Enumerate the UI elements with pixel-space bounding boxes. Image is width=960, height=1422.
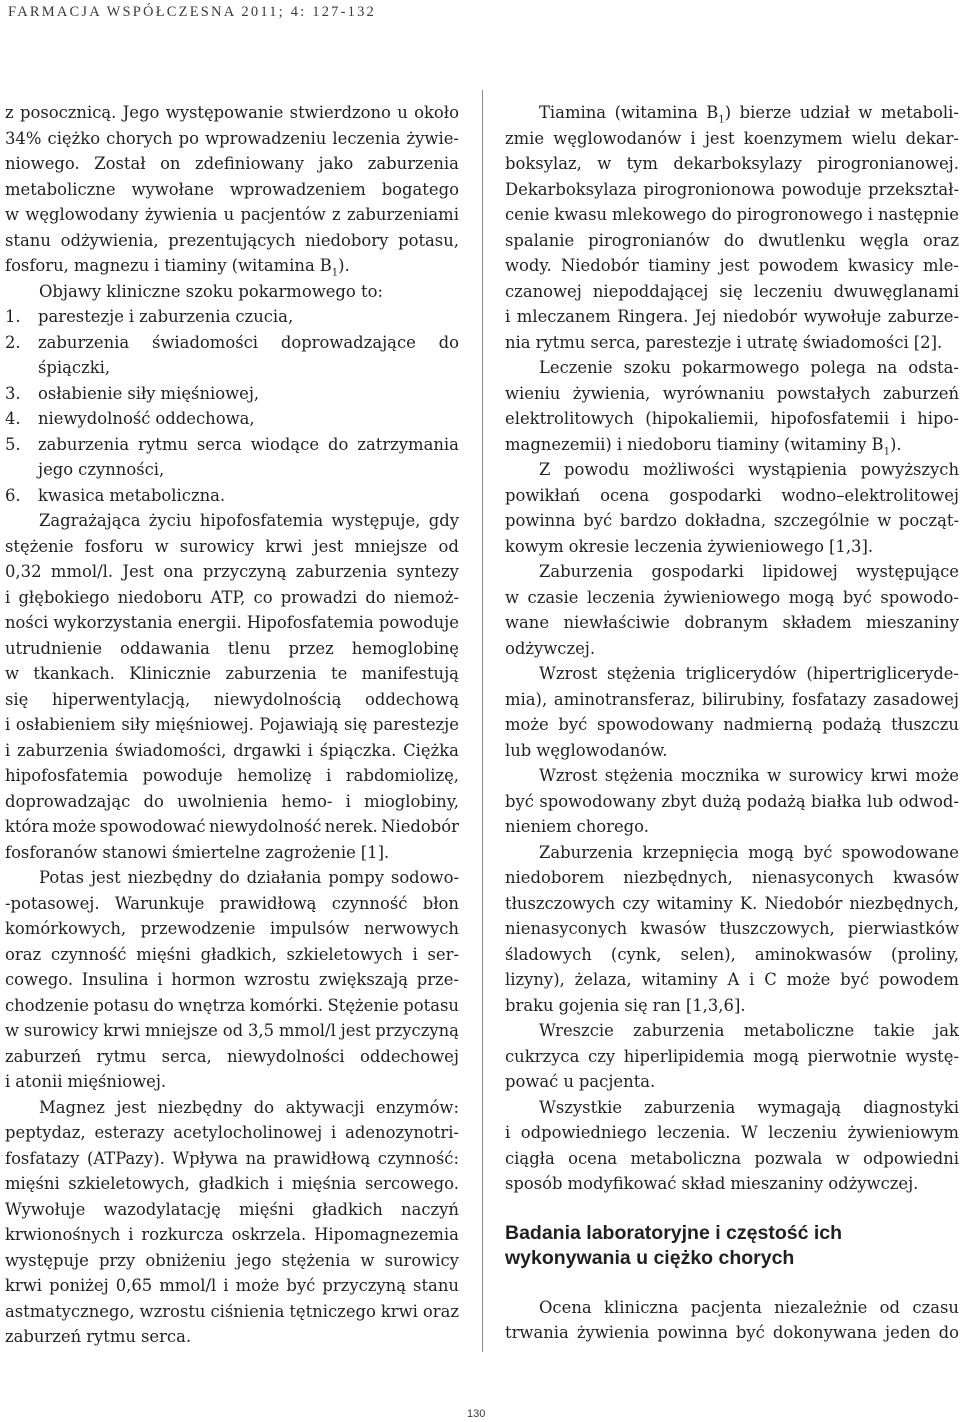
text-line: krwionośnych i rozkurcza oskrzela. Hipomagnezemia (5, 1225, 459, 1244)
text-line: zmie węglowodanów i jest koenzymem wielu dekar- (505, 128, 959, 148)
paragraph (5, 100, 459, 279)
running-header (8, 4, 376, 21)
list-number: 2. (5, 332, 21, 352)
text-line: fosfatazy (ATPazy). Wpływa na prawidłową czynność: (5, 1148, 459, 1168)
text-line: niowego. Został on zdefiniowany jako zaburzenia (5, 154, 459, 173)
text-line: elektrolitowych (hipokaliemii, hipofosfatemii i hipo- (505, 409, 959, 428)
list-item-line: 6. kwasica metaboliczna. (5, 483, 459, 509)
text-line: 34% ciężko chorych po wprowadzeniu leczenia żywie- (5, 128, 459, 148)
text-line: i atonii mięśniowej. (5, 1072, 167, 1091)
text-line: hipofosfatemia powoduje hemolizę i rabdomiolizę, (5, 766, 459, 785)
list-item-line: 4. niewydolność oddechowa, (5, 406, 459, 432)
text-line: spalanie pirogronianów do dwutlenku węgla oraz (505, 230, 959, 250)
list-item-line: 1. parestezje i zaburzenia czucia, (5, 304, 459, 330)
text-line: i mleczanem Ringera. Jej niedobór wywołuje zaburze- (505, 307, 959, 326)
list-number: 3. (5, 383, 21, 403)
text-line: lizyny), żelaza, witaminy A i C może być powodem (505, 970, 959, 989)
text-line: Magnez jest niezbędny do aktywacji enzymów: (39, 1097, 459, 1117)
right-column (505, 100, 959, 1346)
paragraph (505, 355, 959, 457)
text-line: Dekarboksylaza pirogronionowa powoduje przekształ- (505, 179, 959, 199)
text-line: czanowej niepoddającej się leczeniu dwuwęglanami (505, 281, 959, 301)
paragraph (505, 1095, 959, 1197)
text-line: Wreszcie zaburzenia metaboliczne takie jak (539, 1021, 959, 1040)
text-line: braku gojenia się ran [1,3,6]. (505, 995, 746, 1015)
text-line: zaburzeń rytmu serca, niewydolności oddechowej (5, 1046, 459, 1066)
text-line: w czasie leczenia żywieniowego mogą być spowodo- (505, 587, 959, 607)
text-line: cowego. Insulina i hormon wzrostu zwiększają prze- (5, 970, 459, 989)
left-column (5, 100, 459, 1350)
journal-name: FARMACJA WSPÓŁCZESNA (8, 4, 236, 20)
text-line: trwania żywienia powinna być dokonywana jeden do (505, 1323, 959, 1342)
paragraph (505, 559, 959, 661)
list-number: 1. (5, 307, 21, 326)
paragraph (505, 1018, 959, 1095)
text-line: cukrzyca czy hiperlipidemia mogą pierwotnie wystę- (505, 1046, 959, 1066)
text-line: kowym okresie leczenia żywieniowego [1,3]. (505, 536, 874, 556)
text-line: która może spowodować niewydolność nerek. Niedobór (5, 817, 459, 836)
text-line: Ocena kliniczna pacjenta niezależnie od czasu (539, 1297, 959, 1317)
text-line: peptydaz, esterazy acetylocholinowej i adenozynotri- (5, 1123, 459, 1142)
text-line: Leczenie szoku pokarmowego polega na odsta- (539, 358, 959, 377)
text-line: boksylaz, w tym dekarboksylazy pirogronianowej. (505, 154, 959, 173)
text-line: nieniem chorego. (505, 817, 649, 836)
text-line: ciągła ocena metaboliczna pozwala w odpowiedni (505, 1148, 959, 1168)
text-line: wane niewłaściwie dobranym składem mieszaniny (505, 613, 959, 632)
symptoms-list (5, 304, 459, 508)
text-line: być spowodowany zbyt dużą podażą białka lub odwod- (505, 791, 959, 811)
column-divider (482, 90, 483, 1352)
text-line: komórkowych, przewodzenie impulsów nerwowych (5, 919, 459, 938)
list-number: 4. (5, 409, 21, 428)
paragraph (5, 508, 459, 865)
list-item-line: jego czynności, (38, 460, 165, 479)
text-line: i głębokiego niedoboru ATP, co prowadzi do niemoż- (5, 587, 459, 607)
text-line: powikłań ocena gospodarki wodno–elektrolitowej (505, 485, 959, 505)
text-line: sposób modyfikować skład mieszaniny odżywczej. (505, 1174, 919, 1193)
text-line: doprowadzając do uwolnienia hemo- i mioglobiny, (5, 791, 459, 811)
list-item-line: 2. zaburzenia świadomości doprowadzające do (5, 330, 459, 356)
text-line: Zaburzenia gospodarki lipidowej występujące (539, 562, 959, 581)
text-line: 0,32 mmol/l. Jest ona przyczyną zaburzenia syntezy (5, 562, 459, 581)
text-line: w tkankach. Klinicznie zaburzenia te manifestują (5, 664, 459, 683)
list-item-line: 3. osłabienie siły mięśniowej, (5, 381, 459, 407)
text-line: i odpowiedniego leczenia. W leczeniu żywieniowym (505, 1123, 959, 1142)
text-line: Zagrażająca życiu hipofosfatemia występuje, gdy (39, 511, 459, 530)
text-line: może być spowodowany nadmierną podażą tłuszczu (505, 715, 959, 734)
text-line: mięśni szkieletowych, gładkich i mięśnia sercowego. (5, 1174, 459, 1193)
text-line: -potasowej. Warunkuje prawidłową czynność błon (5, 893, 459, 913)
text-line: fosforanów stanowi śmiertelne zagrożenie [1]. (5, 842, 390, 862)
text-line: Wszystkie zaburzenia wymagają diagnostyki (539, 1097, 959, 1117)
text-line: Wzrost stężenia mocznika w surowicy krwi może (539, 766, 959, 785)
text-line: Zaburzenia krzepnięcia mogą być spowodowane (539, 842, 959, 862)
symptoms-intro: Objawy kliniczne szoku pokarmowego to: (39, 281, 383, 301)
text-line: śladowych (cynk, selen), aminokwasów (proliny, (505, 944, 959, 964)
paragraph (5, 1095, 459, 1350)
text-line: Wzrost stężenia triglicerydów (hipertriglicerydе- (539, 664, 959, 683)
paragraph (505, 1295, 959, 1346)
paragraph (505, 457, 959, 559)
list-number: 6. (5, 485, 21, 505)
text-line: Tiamina (witamina $B_1$) bierze udział w metaboli- (539, 103, 959, 126)
text-line: odżywczej. (505, 638, 596, 658)
journal-citation: 2011; 4: 127-132 (241, 4, 376, 20)
text-line: lub węglowodanów. (505, 740, 668, 760)
text-line: nienasyconych kwasów tłuszczowych, pierwiastków (505, 919, 959, 938)
text-line: stanu odżywienia, prezentujących niedobory potasu, (5, 230, 459, 250)
text-line: astmatycznego, wzrostu ciśnienia tętniczego krwi oraz (5, 1301, 459, 1321)
text-line: wody. Niedobór tiaminy jest powodem kwasicy mle- (505, 256, 959, 275)
list-item-line: śpiączki, (38, 358, 111, 377)
text-line: Wywołuje wazodylatację mięśni gładkich naczyń (5, 1199, 459, 1219)
list-item-line: 5. zaburzenia rytmu serca wiodące do zatrzymania (5, 432, 459, 458)
text-line: pować u pacjenta. (505, 1072, 656, 1091)
text-line: oraz czynność mięśni gładkich, szkieletowych i ser- (5, 944, 459, 964)
paragraph (505, 661, 959, 763)
text-line: utrudnienie oddawania tlenu przez hemoglobinę (5, 638, 459, 658)
text-line: w węglowodany żywienia u pacjentów z zaburzeniami (5, 205, 459, 224)
text-line: się hiperwentylacją, niewydolnością oddechową (5, 689, 459, 709)
text-line: fosforu, magnezu i tiaminy (witamina $B_1$). (5, 256, 350, 279)
text-line: krwi poniżej 0,65 mmol/l i może być przyczyną stanu (5, 1276, 459, 1295)
text-line: Potas jest niezbędny do działania pompy sodowo- (39, 868, 459, 887)
text-line: tłuszczowych czy witaminy K. Niedobór niezbędnych, (505, 893, 959, 913)
text-line: niedoborem niezbędnych, nienasyconych kwasów (505, 868, 959, 887)
paragraph (505, 100, 959, 355)
text-line: magnezemii) i niedoboru tiaminy (witaminy $B_1$). (505, 434, 902, 457)
text-line: w surowicy krwi mniejsze od 3,5 mmol/l jest przyczyną (5, 1021, 459, 1040)
text-line: wieniu żywienia, wyrównaniu powstałych zaburzeń (505, 383, 959, 403)
paragraph (505, 763, 959, 840)
text-line: i osłabieniem siły mięśniowej. Pojawiają się parestezje (5, 715, 459, 734)
text-line: zaburzeń rytmu serca. (5, 1327, 192, 1346)
text-line: stężenie fosforu w surowicy krwi jest mniejsze od (5, 536, 459, 556)
text-line: Z powodu możliwości wystąpienia powyższych (539, 460, 959, 479)
text-line: występuje przy obniżeniu jego stężenia w surowicy (5, 1250, 459, 1270)
text-line: nia rytmu serca, parestezje i utratę świadomości [2]. (505, 332, 943, 352)
text-line: powinna być bardzo dokładna, szczególnie w począt- (505, 511, 959, 530)
text-line: z posocznicą. Jego występowanie stwierdzono u około (5, 103, 459, 122)
text-line: mia), aminotransferaz, bilirubiny, fosfatazy zasadowej (505, 689, 959, 709)
text-line: ności wykorzystania energii. Hipofosfatemia powoduje (5, 613, 459, 632)
text-line: chodzenie potasu do wnętrza komórki. Stężenie potasu (5, 995, 459, 1015)
page-number: 130 (467, 1408, 486, 1420)
paragraph (5, 865, 459, 1095)
list-number: 5. (5, 434, 21, 454)
section-heading: Badania laboratoryjne i częstość ich wykonywania u ciężko chorych (505, 1221, 843, 1269)
text-line: i zaburzenia świadomości, drgawki i śpiączka. Ciężka (5, 740, 459, 760)
paragraph (505, 840, 959, 1019)
text-line: metaboliczne wywołane wprowadzeniem bogatego (5, 179, 459, 199)
text-line: cenie kwasu mlekowego do pirogronowego i następnie (505, 205, 959, 224)
